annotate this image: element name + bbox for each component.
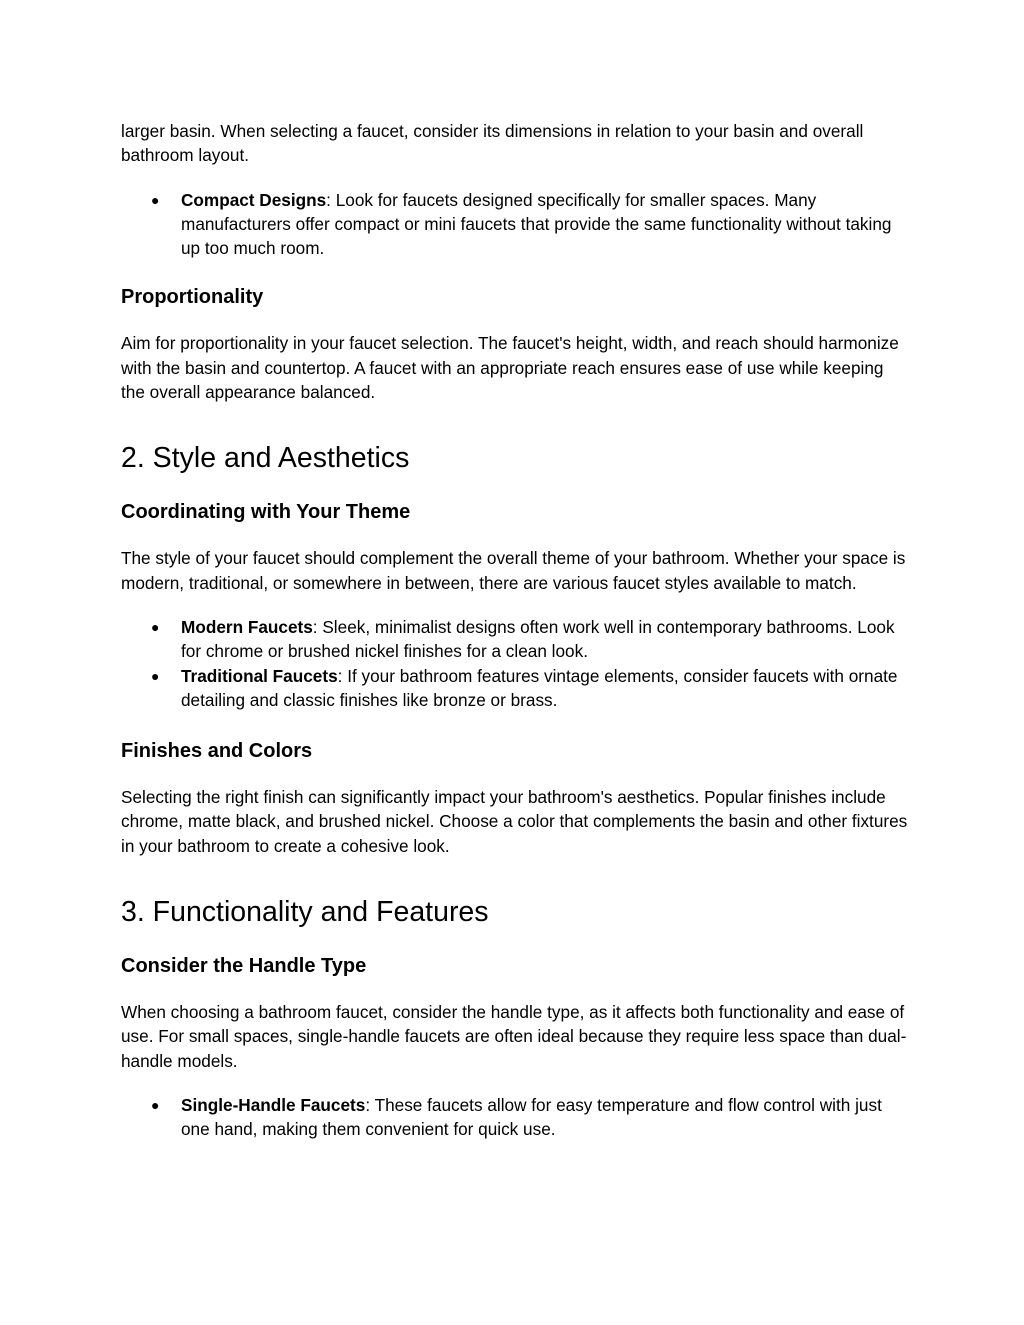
list-item-term: Single-Handle Faucets: [181, 1094, 366, 1115]
list-item-term: Compact Designs: [181, 189, 327, 210]
handle-heading: Consider the Handle Type: [121, 955, 367, 978]
list-item-desc: : Sleek, minimalist designs often work well in contemporary bathrooms. Look for chrome or brushed nickel finishes for a clean look.: [181, 616, 895, 662]
list-item: [121, 615, 911, 664]
handle-list: [121, 1093, 911, 1142]
intro-paragraph: larger basin. When selecting a faucet, consider its dimensions in relation to your basin and overall bathroom layout.: [121, 121, 864, 166]
list-item-desc: : If your bathroom features vintage elements, consider faucets with ornate detailing and classic finishes like bronze or brass.: [181, 665, 898, 710]
proportionality-paragraph: Aim for proportionality in your faucet selection. The faucet's height, width, and reach should harmonize with the basin and countertop. A faucet with an appropriate reach ensures ease of use while keeping the overall appearance balanced.: [121, 333, 899, 403]
list-item-desc: : Look for faucets designed specifically for smaller spaces. Many manufacturers offer compact or mini faucets that provide the same functionality without taking up too much room.: [181, 189, 892, 259]
bullet-icon: ●: [151, 1096, 160, 1113]
finishes-paragraph: Selecting the right finish can significantly impact your bathroom's aesthetics. Popular finishes include chrome, matte black, and brushed nickel. Choose a color that complements the basin and other fixtures in your bathroom to create a cohesive look.: [121, 787, 908, 856]
document-page: [121, 119, 911, 1142]
list-item-term: Traditional Faucets: [181, 665, 338, 686]
list-item: [121, 664, 911, 713]
bullet-icon: ●: [151, 191, 160, 208]
list-item-desc: : These faucets allow for easy temperature and flow control with just one hand, making them convenient for quick use.: [181, 1094, 882, 1140]
bullet-icon: ●: [151, 618, 160, 635]
section-2-heading: 2. Style and Aesthetics: [121, 442, 410, 475]
list-item: [121, 1093, 911, 1142]
list-item: [121, 188, 911, 261]
handle-paragraph: When choosing a bathroom faucet, consider the handle type, as it affects both functionality and ease of use. For small spaces, single-handle faucets are often ideal because they require less space than dual-handle models.: [121, 1002, 907, 1071]
faucet-style-list: [121, 615, 911, 712]
section-3-heading: 3. Functionality and Features: [121, 896, 489, 929]
list-item-term: Modern Faucets: [181, 616, 313, 637]
proportionality-heading: Proportionality: [121, 286, 264, 309]
compact-list: [121, 188, 911, 261]
bullet-icon: ●: [151, 667, 160, 684]
finishes-heading: Finishes and Colors: [121, 740, 313, 763]
theme-paragraph: The style of your faucet should complement the overall theme of your bathroom. Whether your space is modern, traditional, or somewhere in between, there are various faucet styles available to match.: [121, 548, 906, 593]
theme-heading: Coordinating with Your Theme: [121, 501, 411, 524]
